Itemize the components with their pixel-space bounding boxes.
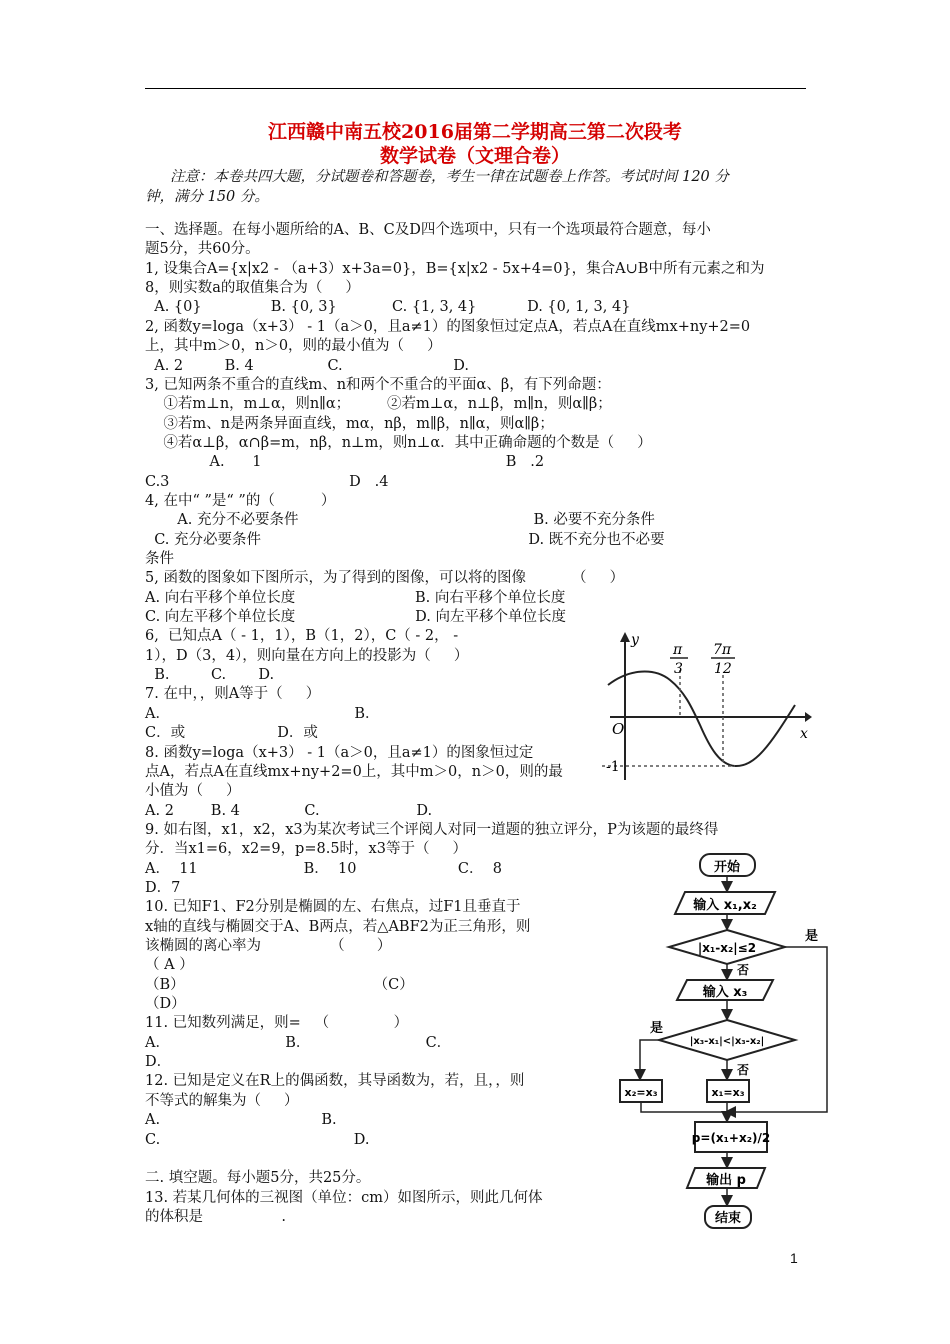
question-line: ①若m⊥n，m⊥α，则n∥α； ②若m⊥α，n⊥β，m∥n，则α∥β； xyxy=(145,396,612,413)
no1-label: 否 xyxy=(737,963,750,977)
question-line: C. 向左平移个单位长度 D. 向左平移个单位长度 xyxy=(145,609,566,625)
x-label: x xyxy=(800,726,808,742)
question-line: 点A，若点A在直线mx+ny+2=0上，其中m＞0，n＞0，则的最 xyxy=(145,763,563,780)
y-label: y xyxy=(631,632,639,648)
output-label: 输出 p xyxy=(706,1173,746,1188)
tick-pi3-den: 3 xyxy=(674,661,683,677)
question-line: （B） （C） xyxy=(145,976,414,993)
question-line: A． B． xyxy=(145,705,380,722)
question-line: D． xyxy=(145,1054,172,1071)
question-line: 1），D（3，4），则向量在方向上的投影为（ ） xyxy=(145,647,469,664)
question-line: 2, 函数y=loga（x+3） - 1（a＞0，且a≠1）的图象恒过定点A，若点A在直线mx+ny+2=0 xyxy=(145,318,751,335)
sine-graph-figure xyxy=(600,630,812,785)
question-line: 该椭圆的离心率为 （ ） xyxy=(145,938,392,954)
question-line: A. 向右平移个单位长度 B. 向右平移个单位长度 xyxy=(145,589,566,606)
question-line: 5, 函数的图象如下图所示，为了得到的图像，可以将的图像 （ ） xyxy=(145,570,625,587)
question-line: D．7 xyxy=(145,879,181,896)
question-line: A． B． C． xyxy=(145,1034,452,1051)
page-number: 1 xyxy=(790,1250,798,1266)
question-line: 上，其中m＞0，n＞0，则的最小值为（ ） xyxy=(145,338,442,355)
cond1-label: |x₁-x₂|≤2 xyxy=(697,941,757,955)
start-label: 开始 xyxy=(713,860,741,875)
question-line: 8，则实数a的取值集合为（ ） xyxy=(145,280,360,297)
question-line: A. {0} B. {0, 3} C. {1, 3, 4} D. {0, 1, 3, 4} xyxy=(145,299,631,316)
assign-left-label: x₂=x₃ xyxy=(624,1086,658,1099)
question-line: 不等式的解集为（ ） xyxy=(145,1092,299,1109)
input3-label: 输入 x₃ xyxy=(702,985,748,1000)
question-line: 1, 设集合A={x|x2 - （a+3）x+3a=0}，B={x|x2 - 5x+4=0}，集合A∪B中所有元素之和为 xyxy=(145,260,765,277)
y-axis-arrow xyxy=(620,632,630,642)
tick-pi3-num: π xyxy=(673,642,683,658)
yes1-label: 是 xyxy=(805,929,819,944)
question-line: 题5分，共60分。 xyxy=(145,241,260,258)
note-line-2: 钟，满分 150 分。 xyxy=(145,189,269,205)
yes2-label: 是 xyxy=(650,1021,664,1036)
question-line: 8. 函数y=loga（x+3） - 1（a＞0，且a≠1）的图象恒过定 xyxy=(145,744,534,761)
note-line-1: 注意：本卷共四大题，分试题卷和答题卷，考生一律在试题卷上作答。考试时间 120 分 xyxy=(170,169,729,185)
yes2-line xyxy=(640,1040,659,1078)
question-line: 的体积是 . xyxy=(145,1208,286,1225)
question-line: C. 充分必要条件 D. 既不充分也不必要 xyxy=(145,531,665,548)
question-line: 条件 xyxy=(145,551,174,567)
question-line: 10. 已知F1、F2分别是椭圆的左、右焦点，过F1且垂直于 xyxy=(145,899,521,916)
question-line: 小值为（ ） xyxy=(145,783,241,800)
cond2-label: |x₃-x₁|<|x₃-x₂| xyxy=(689,1036,765,1047)
question-line: ③若m、n是两条异面直线，mα，nβ，m∥β，n∥α，则α∥β； xyxy=(145,415,554,432)
question-line: C.3 D .4 xyxy=(145,473,389,490)
question-line: 3, 已知两条不重合的直线m、n和两个不重合的平面α、β，有下列命题： xyxy=(145,376,611,393)
question-line: 分．当x1=6，x2=9，p=8.5时，x3等于（ ） xyxy=(145,841,467,858)
question-line: 二. 填空题。每小题5分，共25分。 xyxy=(145,1170,371,1187)
question-line: 11. 已知数列满足，则= （ ） xyxy=(145,1015,409,1032)
question-line: A. B. xyxy=(145,1112,337,1129)
flowchart-figure xyxy=(615,850,840,1235)
x-axis-arrow xyxy=(805,712,812,722)
question-line: A. 充分不必要条件 B. 必要不充分条件 xyxy=(145,512,655,529)
question-line: 6, 已知点A（ - 1，1），B（1，2），C（ - 2， - xyxy=(145,628,459,645)
question-line: （D） xyxy=(145,996,186,1012)
merge-line-left xyxy=(641,1102,727,1112)
sine-curve xyxy=(608,672,795,766)
question-line: 13. 若某几何体的三视图（单位：cm）如图所示，则此几何体 xyxy=(145,1189,543,1206)
question-line: A. 2 B. 4 C. D. xyxy=(145,802,433,819)
question-line: 一、选择题。在每小题所给的A、B、C及D四个选项中，只有一个选项最符合题意，每小 xyxy=(145,222,711,238)
tick-7pi12-den: 12 xyxy=(714,661,732,677)
tick-7pi12-num: 7π xyxy=(713,642,732,658)
question-line: A. 2 B. 4 C. D. xyxy=(145,357,469,374)
question-line: A． 11 B． 10 C． 8 xyxy=(145,860,502,877)
formula-label: p=(x₁+x₂)/2 xyxy=(691,1131,771,1145)
question-line: C．或 D．或 xyxy=(145,725,318,742)
assign-right-label: x₁=x₃ xyxy=(711,1086,745,1099)
header-rule xyxy=(145,88,806,89)
question-line: x轴的直线与椭圆交于A、B两点，若△ABF2为正三角形，则 xyxy=(145,918,531,935)
origin-label: O xyxy=(612,720,625,738)
question-line: 9. 如右图，x1，x2，x3为某次考试三个评阅人对同一道题的独立评分，P为该题的最终得 xyxy=(145,821,719,838)
question-line: ④若α⊥β，α∩β=m，nβ，n⊥m，则n⊥α．其中正确命题的个数是（ ） xyxy=(145,434,652,451)
neg1-label: -1 xyxy=(606,759,620,775)
no2-label: 否 xyxy=(737,1063,750,1077)
question-line: B. C. D. xyxy=(145,667,275,683)
question-line: 7. 在中，，则A等于（ ） xyxy=(145,686,321,703)
question-line: C. D. xyxy=(145,1131,370,1148)
end-label: 结束 xyxy=(714,1211,742,1226)
input12-label: 输入 x₁,x₂ xyxy=(693,898,757,913)
exam-subtitle: 数学试卷（文理合卷） xyxy=(379,145,570,167)
exam-title: 江西赣中南五校2016届第二学期高三第二次段考 xyxy=(268,121,682,143)
question-line: 12. 已知是定义在R上的偶函数，其导函数为，若，且，，则 xyxy=(145,1073,525,1090)
question-line: （ A ） xyxy=(145,957,194,974)
question-line: 4, 在中“ ”是“ ”的（ ） xyxy=(145,492,336,509)
question-line: A. 1 B .2 xyxy=(145,454,545,471)
